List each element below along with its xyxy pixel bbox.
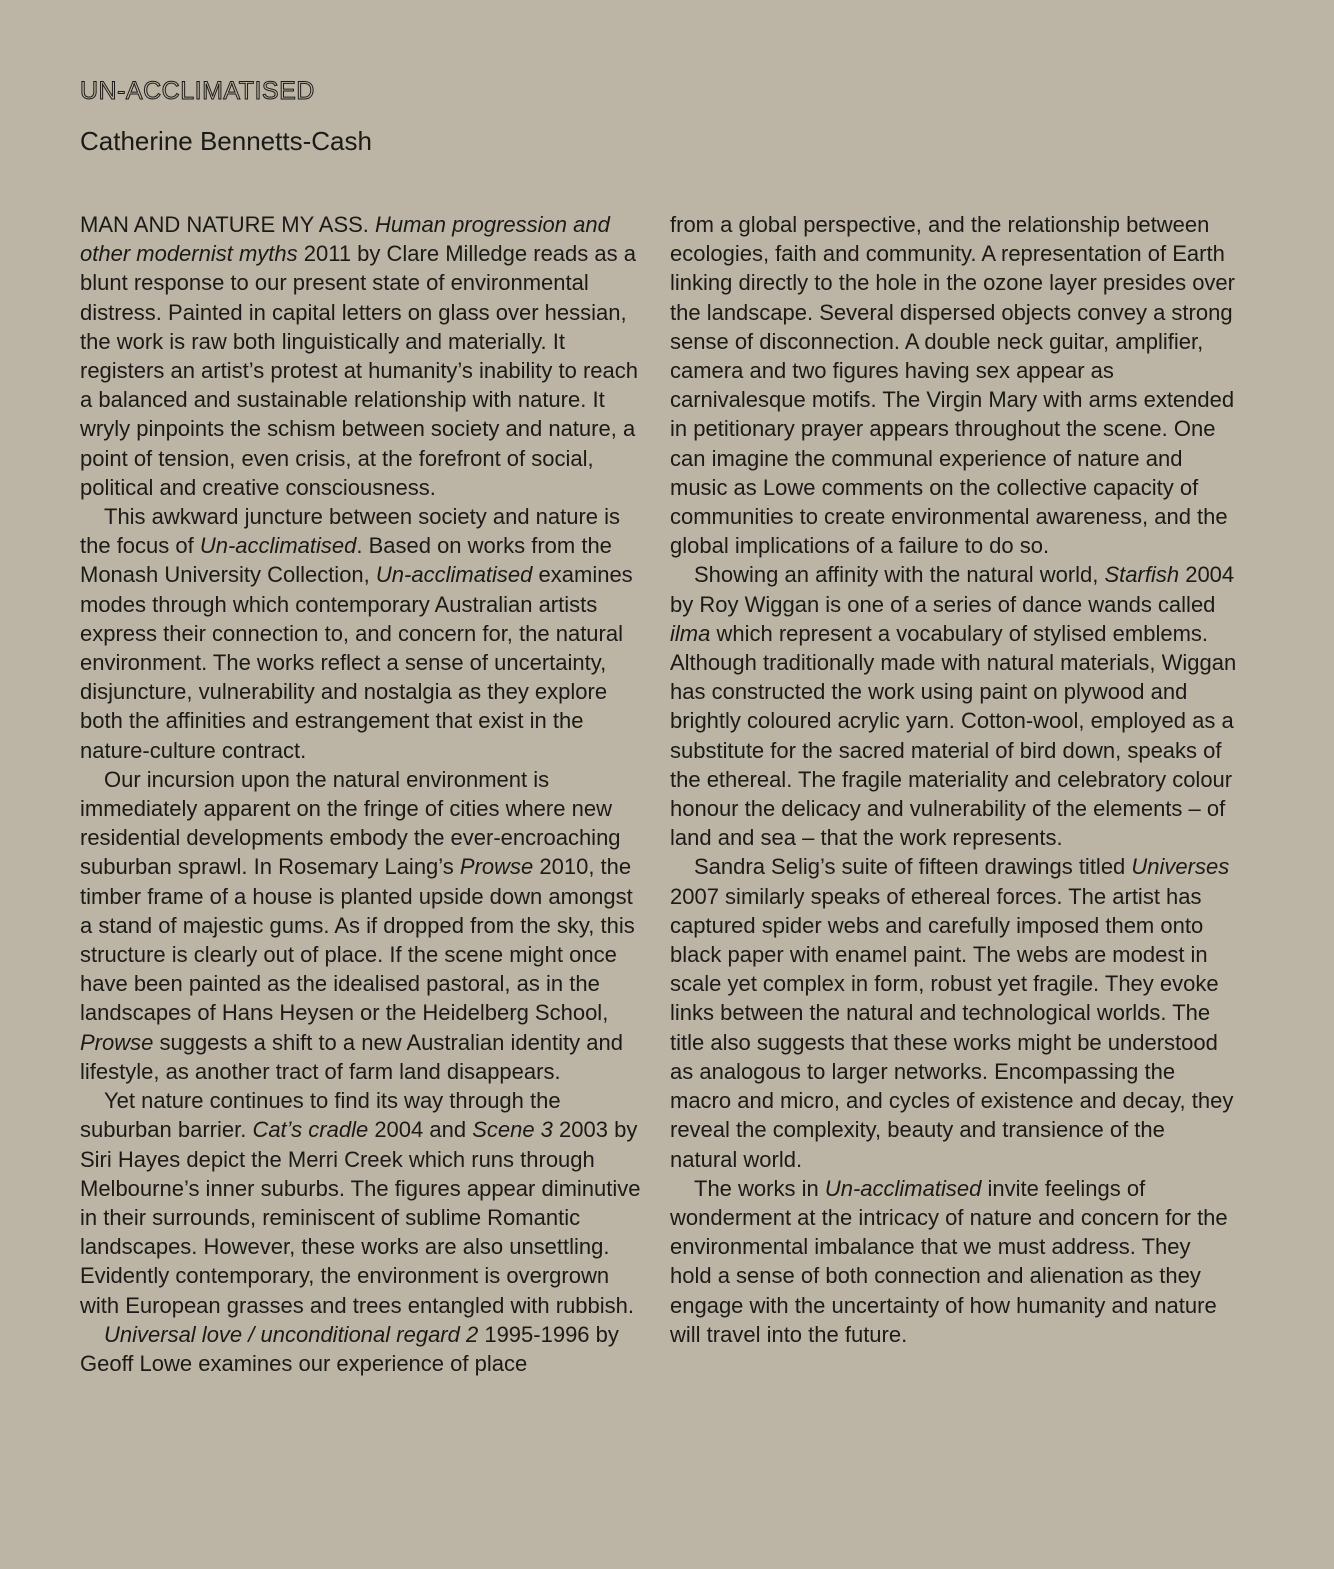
text-run: This awkward juncture between society and nature is the focus of <box>80 504 621 559</box>
text-run: 2004 and <box>368 1117 473 1143</box>
left-column <box>80 210 648 1378</box>
text-run: Our incursion upon the natural environment is immediately apparent on the fringe of cities where new residential developments embody the ever-encroaching suburban sprawl. In Rosemary Laing’s <box>80 766 621 880</box>
text-run: . Based on works from the Monash University Collection, <box>80 533 612 588</box>
paragraph <box>80 1320 648 1378</box>
paragraph <box>80 502 648 765</box>
text-run: 1995-1996 by Geoff Lowe examines our experience of place <box>80 1321 619 1376</box>
artwork-title: Prowse <box>459 854 534 880</box>
paragraph <box>80 1086 648 1320</box>
text-run: invite feelings of wonderment at the intricacy of nature and concern for the environmental imbalance that we must address. They hold a sense of both connection and alienation as they engage with the uncertainty of how humanity and nature will travel into the future. <box>670 1175 1228 1347</box>
text-run: 2011 by Clare Milledge reads as a blunt response to our present state of environmental distress. Painted in capital letters on glass over hessian, the work is raw both linguistically and materially. It registers an artist’s protest at humanity’s inability to reach a balanced and sustainable relationship with nature. It wryly pinpoints the schism between society and nature, a point of tension, even crisis, at the forefront of social, political and creative consciousness. <box>80 241 639 500</box>
text-run: 2010, the timber frame of a house is planted upside down amongst a stand of majestic gums. As if dropped from the sky, this structure is clearly out of place. If the scene might once have been painted as the idealised pastoral, as in the landscapes of Hans Heysen or the Heidelberg School, <box>80 854 635 1026</box>
artwork-term: ilma <box>670 620 711 646</box>
artwork-title: Human progression and other modernist myths <box>80 212 610 267</box>
text-run: from a global perspective, and the relationship between ecologies, faith and community. A representation of Earth linking directly to the hole in the ozone layer presides over the landscape. Several dispersed objects convey a strong sense of disconnection. A double neck guitar, amplifier, camera and two figures having sex appear as carnivalesque motifs. The Virgin Mary with arms extended in petitionary prayer appears throughout the scene. One can imagine the communal experience of nature and music as Lowe comments on the collective capacity of communities to create environmental awareness, and the global implications of a failure to do so. <box>670 212 1235 559</box>
author-name: Catherine Bennetts-Cash <box>80 126 372 156</box>
artwork-title: Scene 3 <box>472 1117 553 1143</box>
paragraph <box>670 1174 1238 1349</box>
text-run: Yet nature continues to find its way through the suburban barrier. <box>80 1088 561 1143</box>
artwork-title: Prowse <box>80 1029 154 1055</box>
text-run: Showing an affinity with the natural world, <box>694 562 1105 588</box>
artwork-title: Cat’s cradle <box>252 1117 369 1143</box>
paragraph <box>670 210 1238 560</box>
artwork-title: Universes <box>1131 854 1230 880</box>
artwork-title: Universal love / unconditional regard 2 <box>104 1321 479 1347</box>
artwork-title: Starfish <box>1104 562 1180 588</box>
text-run: The works in <box>694 1175 825 1201</box>
text-run: 2004 by Roy Wiggan is one of a series of dance wands called <box>670 562 1235 617</box>
text-run: MAN AND NATURE MY ASS. <box>80 212 376 237</box>
paragraph <box>80 765 648 1086</box>
text-run: which represent a vocabulary of stylised emblems. Although traditionally made with natural materials, Wiggan has constructed the work using paint on plywood and brightly coloured acrylic yarn. Cotton-wool, employed as a substitute for the sacred material of bird down, speaks of the ethereal. The fragile materiality and celebratory colour honour the delicacy and vulnerability of the elements – of land and sea – that the work represents. <box>670 620 1237 851</box>
text-run: examines modes through which contemporary Australian artists express their connection to, and concern for, the natural environment. The works reflect a sense of uncertainty, disjuncture, vulnerability and nostalgia as they explore both the affinities and estrangement that exist in the nature-culture contract. <box>80 562 633 763</box>
paragraph <box>670 852 1238 1173</box>
text-run: suggests a shift to a new Australian identity and lifestyle, as another tract of farm land disappears. <box>80 1029 623 1084</box>
essay-title: UN-ACCLIMATISED <box>80 77 315 105</box>
essay-body <box>80 210 1240 1510</box>
exhibition-title: Un-acclimatised <box>824 1175 982 1201</box>
paragraph <box>670 560 1238 852</box>
exhibition-title: Un-acclimatised <box>199 533 357 559</box>
page <box>80 72 1240 1376</box>
paragraph <box>80 210 648 502</box>
text-run: 2003 by Siri Hayes depict the Merri Creek which runs through Melbourne’s inner suburbs. The figures appear diminutive in their surrounds, reminiscent of sublime Romantic landscapes. However, these works are also unsettling. Evidently contemporary, the environment is overgrown with European grasses and trees entangled with rubbish. <box>80 1117 641 1318</box>
exhibition-title: Un-acclimatised <box>375 562 533 588</box>
right-column <box>670 210 1238 1349</box>
text-run: Sandra Selig’s suite of fifteen drawings titled <box>694 854 1132 880</box>
text-run: 2007 similarly speaks of ethereal forces. The artist has captured spider webs and carefully imposed them onto black paper with enamel paint. The webs are modest in scale yet complex in form, robust yet fragile. They evoke links between the natural and technological worlds. The title also suggests that these works might be understood as analogous to larger networks. Encompassing the macro and micro, and cycles of existence and decay, they reveal the complexity, beauty and transience of the natural world. <box>670 883 1234 1172</box>
